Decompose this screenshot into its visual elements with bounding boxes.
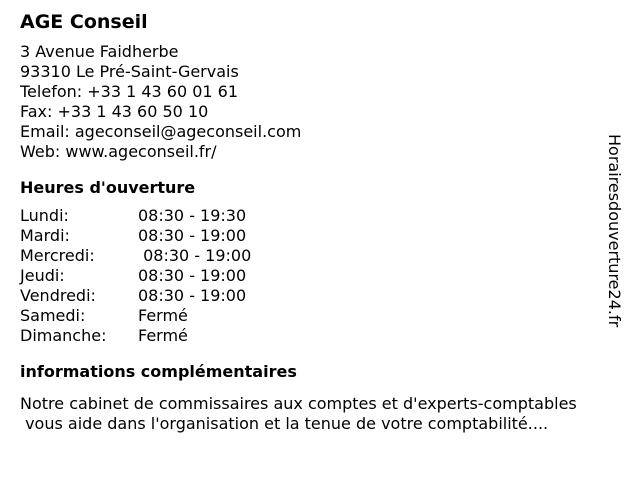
address-line-1: 3 Avenue Faidherbe [20, 42, 179, 61]
hours-row [20, 326, 630, 346]
opening-hours-heading: Heures d'ouverture [20, 178, 196, 197]
day-label: Jeudi: [20, 266, 65, 285]
additional-info-line-1: Notre cabinet de commissaires aux comptes et d'experts-comptables [20, 394, 577, 413]
time-value: 08:30 - 19:00 [138, 286, 247, 305]
hours-row [20, 266, 630, 286]
day-label: Lundi: [20, 206, 69, 225]
additional-info-heading: informations complémentaires [20, 362, 297, 381]
day-label: Samedi: [20, 306, 86, 325]
opening-hours-table [20, 206, 630, 346]
day-label: Mardi: [20, 226, 70, 245]
time-value: Fermé [138, 306, 188, 325]
time-value: 08:30 - 19:00 [138, 266, 247, 285]
time-value: 08:30 - 19:30 [138, 206, 247, 225]
hours-row [20, 286, 630, 306]
business-name: AGE Conseil [20, 11, 148, 33]
day-label: Vendredi: [20, 286, 96, 305]
time-value: 08:30 - 19:00 [138, 226, 247, 245]
time-value: 08:30 - 19:00 [138, 246, 252, 265]
additional-info-line-2: vous aide dans l'organisation et la tenue de votre comptabilité.... [20, 414, 549, 433]
hours-row [20, 226, 630, 246]
hours-row [20, 246, 630, 266]
address-line-2: 93310 Le Pré-Saint-Gervais [20, 62, 239, 81]
fax-line: Fax: +33 1 43 60 50 10 [20, 102, 209, 121]
time-value: Fermé [138, 326, 188, 345]
hours-row [20, 306, 630, 326]
phone-line: Telefon: +33 1 43 60 01 61 [20, 82, 239, 101]
site-watermark: Horairesdouverture24.fr [605, 134, 624, 328]
web-line: Web: www.ageconseil.fr/ [20, 142, 217, 161]
hours-row [20, 206, 630, 226]
day-label: Mercredi: [20, 246, 95, 265]
business-card [20, 10, 630, 434]
day-label: Dimanche: [20, 326, 107, 345]
additional-info-text [20, 394, 630, 434]
email-line: Email: ageconseil@ageconseil.com [20, 122, 302, 141]
